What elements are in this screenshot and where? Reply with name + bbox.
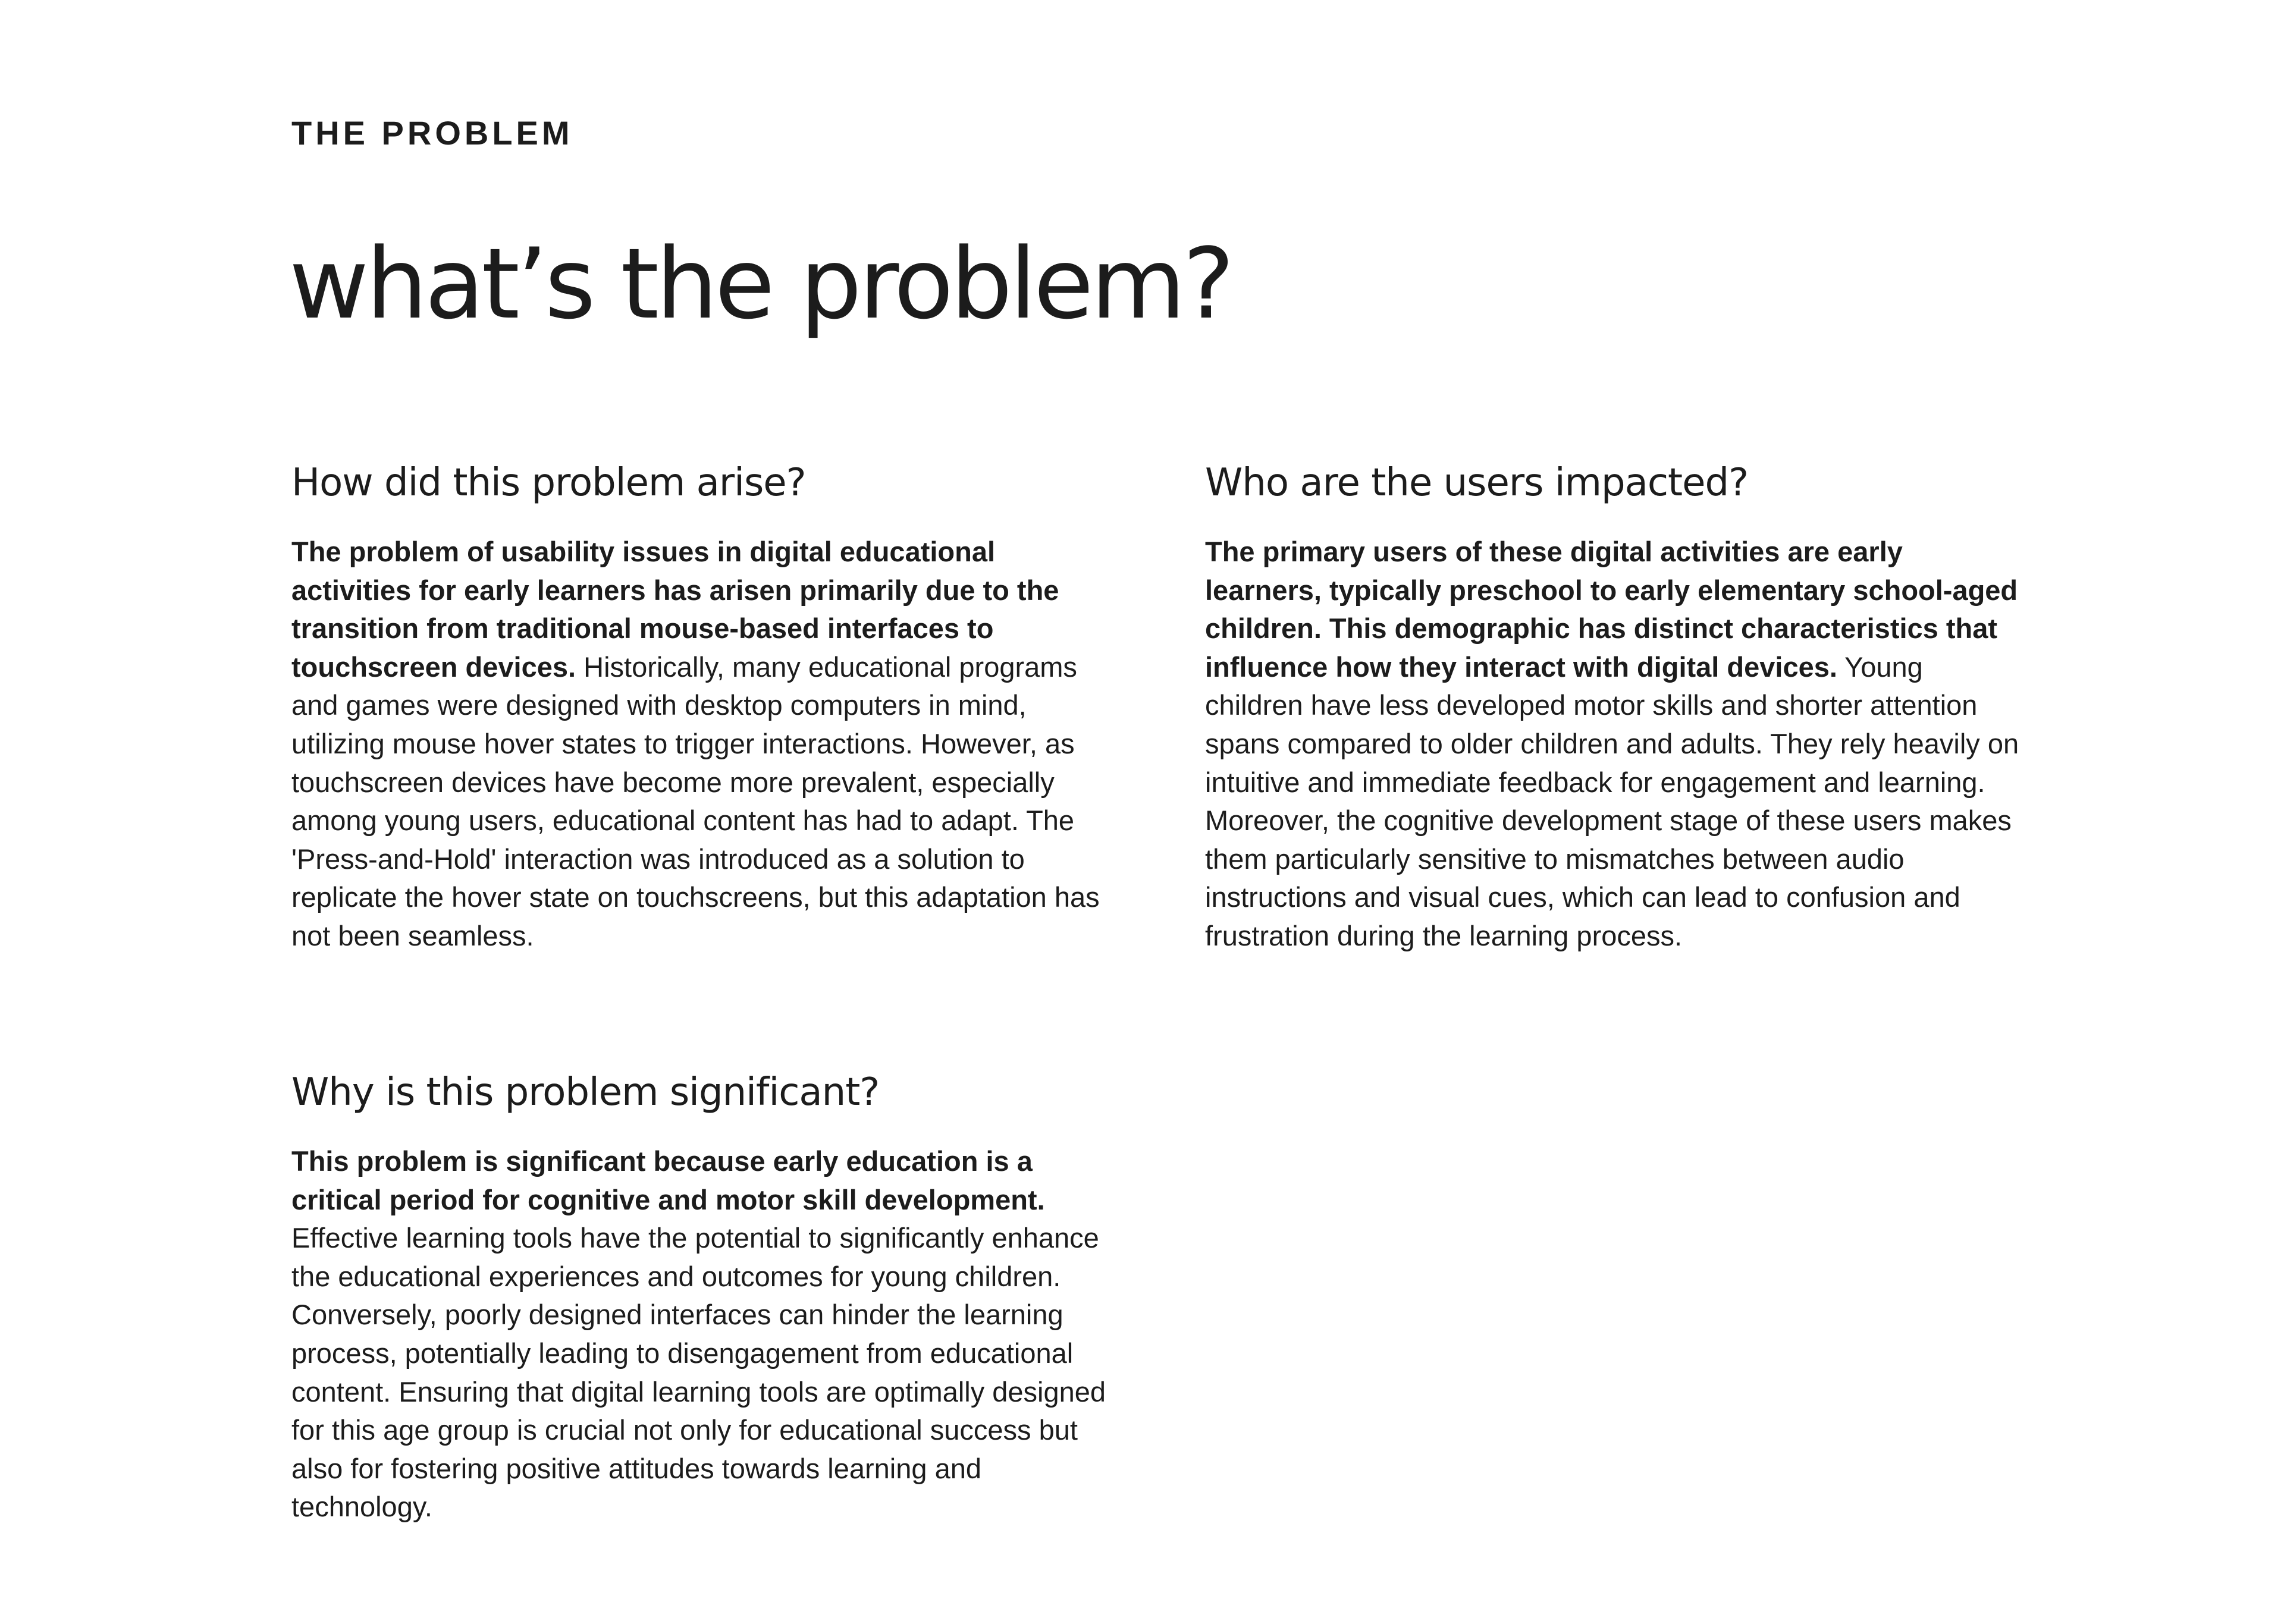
section-paragraph (1205, 533, 2026, 956)
section-why-is-problem-significant (291, 1067, 1112, 1526)
section-heading: Why is this problem significant? (291, 1070, 880, 1114)
paragraph-lead: This problem is significant because early education is a critical period for cognitive and motor skill development. (291, 1145, 1045, 1215)
section-paragraph (291, 1142, 1112, 1526)
paragraph-body: Effective learning tools have the potential to significantly enhance the educational experiences and outcomes for young children. Conversely, poorly designed interfaces can hinder the learning process, potentially leading to disengagement from educational content. Ensuring that digital learning tools are optimally designed for this age group is crucial not only for educational success but also for fostering positive attitudes towards learning and technology. (291, 1222, 1106, 1523)
section-paragraph (291, 533, 1112, 956)
paragraph-body: Young children have less developed motor skills and shorter attention spans compared to older children and adults. They rely heavily on intuitive and immediate feedback for engagement and learning. Moreover, the cognitive development stage of these users makes them particularly sensitive to mismatches between audio instructions and visual cues, which can lead to confusion and frustration during the learning process. (1205, 651, 2019, 951)
paragraph-lead: The problem of usability issues in digital educational activities for early learners has arisen primarily due to the transition from traditional mouse-based interfaces to touchscreen devices. (291, 536, 1059, 683)
section-eyebrow: THE PROBLEM (291, 114, 573, 152)
section-who-are-users-impacted (1205, 458, 2026, 956)
section-how-did-problem-arise (291, 458, 1112, 956)
section-heading: Who are the users impacted? (1205, 461, 1749, 505)
page-title: what’s the problem? (289, 227, 1232, 341)
section-heading: How did this problem arise? (291, 461, 806, 505)
paragraph-lead: The primary users of these digital activities are early learners, typically preschool to early elementary school-aged children. This demographic has distinct characteristics that influence how they interact with digital devices. (1205, 536, 2018, 683)
paragraph-body: Historically, many educational programs and games were designed with desktop computers in mind, utilizing mouse hover states to trigger interactions. However, as touchscreen devices have become more prevalent, especially among young users, educational content has had to adapt. The 'Press-and-Hold' interaction was introduced as a solution to replicate the hover state on touchscreens, but this adaptation has not been seamless. (291, 651, 1100, 951)
